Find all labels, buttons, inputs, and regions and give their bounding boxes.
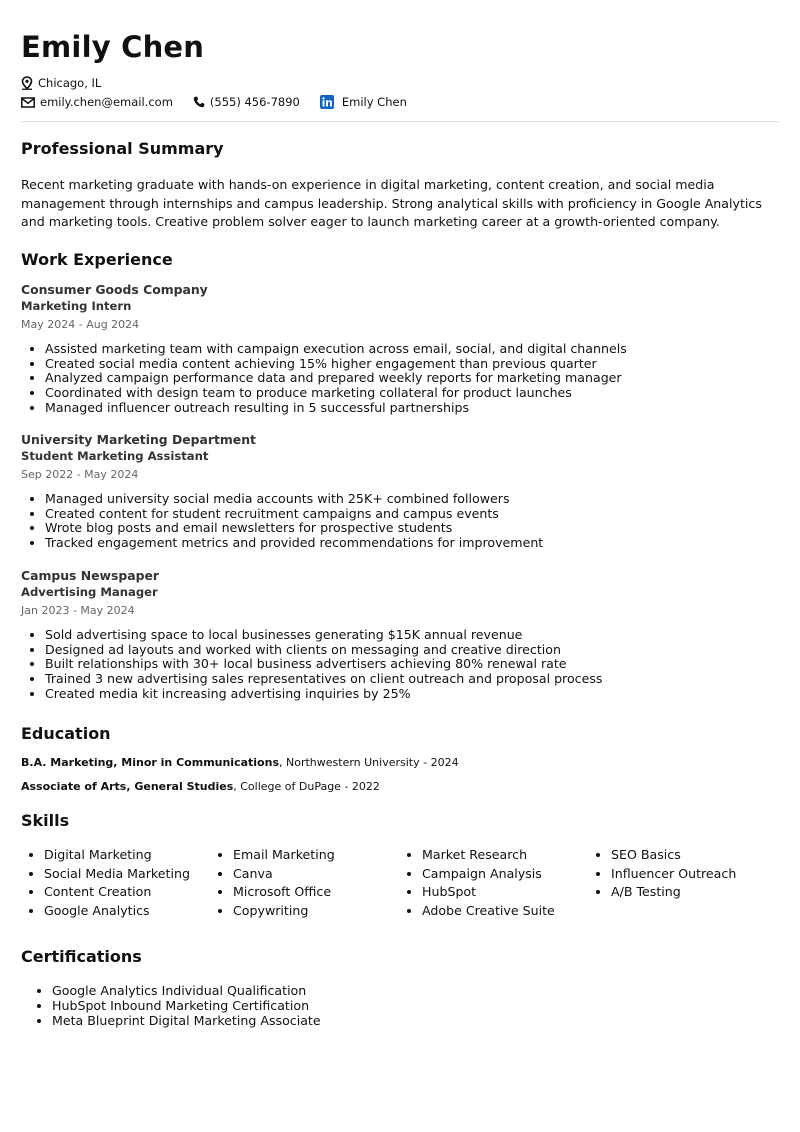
education-entry	[21, 780, 380, 793]
job-dates: Sep 2022 - May 2024	[21, 468, 139, 481]
job-dates: Jan 2023 - May 2024	[21, 604, 135, 617]
skill-item: • A/B Testing	[611, 883, 777, 902]
location-text: Chicago, IL	[38, 76, 102, 90]
list-item: • Managed influencer outreach resulting in 5 successful partnerships	[45, 401, 781, 416]
list-item: • Built relationships with 30+ local business advertisers achieving 80% renewal rate	[45, 657, 781, 672]
skill-item: • Campaign Analysis	[422, 865, 588, 884]
skills-column	[21, 846, 210, 921]
skill-item: • Canva	[233, 865, 399, 884]
list-item: • Wrote blog posts and email newsletters for prospective students	[45, 521, 781, 536]
list-item: • Created social media content achieving 15% higher engagement than previous quarter	[45, 357, 781, 372]
envelope-icon	[21, 97, 35, 108]
skill-item: • Digital Marketing	[44, 846, 210, 865]
job-role: Student Marketing Assistant	[21, 449, 209, 463]
skill-item: • Copywriting	[233, 902, 399, 921]
skills-column	[210, 846, 399, 921]
job-company: Consumer Goods Company	[21, 282, 208, 297]
list-item: • Designed ad layouts and worked with clients on messaging and creative direction	[45, 643, 781, 658]
education-detail: , College of DuPage - 2022	[233, 780, 380, 793]
skill-item: • SEO Basics	[611, 846, 777, 865]
contact-row-links	[21, 95, 427, 109]
map-pin-icon	[21, 76, 33, 90]
phone-icon	[193, 96, 205, 108]
job-entry	[21, 431, 781, 551]
location-item	[21, 76, 101, 90]
header-divider	[21, 121, 779, 122]
job-dates: May 2024 - Aug 2024	[21, 318, 140, 331]
education-degree: B.A. Marketing, Minor in Communications	[21, 756, 279, 769]
list-item: • Tracked engagement metrics and provided recommendations for improvement	[45, 536, 781, 551]
list-item: • Analyzed campaign performance data and prepared weekly reports for marketing manager	[45, 371, 781, 386]
skill-item: • Market Research	[422, 846, 588, 865]
skill-item: • Adobe Creative Suite	[422, 902, 588, 921]
list-item: • Coordinated with design team to produce marketing collateral for product launches	[45, 386, 781, 401]
linkedin-link[interactable]: Emily Chen	[341, 95, 407, 109]
summary-heading: Professional Summary	[21, 139, 224, 158]
certification-item: • Meta Blueprint Digital Marketing Associate	[52, 1013, 321, 1028]
skill-item: • Social Media Marketing	[44, 865, 210, 884]
job-role: Marketing Intern	[21, 299, 132, 313]
skills-column	[399, 846, 588, 921]
education-degree: Associate of Arts, General Studies	[21, 780, 234, 793]
list-item: • Created content for student recruitment campaigns and campus events	[45, 507, 781, 522]
education-detail: , Northwestern University - 2024	[279, 756, 459, 769]
skills-grid	[21, 846, 781, 921]
job-entry	[21, 281, 781, 416]
education-heading: Education	[21, 724, 111, 743]
job-bullets	[21, 628, 781, 702]
certification-item: • HubSpot Inbound Marketing Certification	[52, 998, 321, 1013]
list-item: • Managed university social media accounts with 25K+ combined followers	[45, 492, 781, 507]
list-item: • Trained 3 new advertising sales representatives on client outreach and proposal process	[45, 672, 781, 687]
job-bullets	[21, 492, 781, 551]
job-entry	[21, 567, 781, 702]
summary-text: Recent marketing graduate with hands-on experience in digital marketing, content creation, and social media management through internships and campus leadership. Strong analytical skills with proficiency in Google Analytics and marketing tools. Creative problem solver eager to launch marketing career at a growth-oriented company.	[21, 177, 762, 229]
linkedin-item[interactable]	[320, 95, 407, 109]
list-item: • Created media kit increasing advertising inquiries by 25%	[45, 687, 781, 702]
certifications-list	[21, 983, 321, 1028]
skill-item: • Google Analytics	[44, 902, 210, 921]
education-entry	[21, 756, 459, 769]
phone-item[interactable]	[193, 95, 300, 109]
list-item: • Sold advertising space to local businesses generating $15K annual revenue	[45, 628, 781, 643]
experience-heading: Work Experience	[21, 250, 173, 269]
job-company: Campus Newspaper	[21, 568, 159, 583]
certification-item: • Google Analytics Individual Qualification	[52, 983, 321, 998]
email-item[interactable]	[21, 95, 173, 109]
certifications-heading: Certifications	[21, 947, 142, 966]
skill-item: • Influencer Outreach	[611, 865, 777, 884]
skill-item: • HubSpot	[422, 883, 588, 902]
phone-text[interactable]: (555) 456-7890	[209, 95, 300, 109]
skill-item: • Content Creation	[44, 883, 210, 902]
skills-heading: Skills	[21, 811, 70, 830]
job-role: Advertising Manager	[21, 585, 158, 599]
linkedin-icon	[320, 95, 334, 109]
skills-column	[588, 846, 777, 921]
candidate-name: Emily Chen	[21, 30, 205, 64]
contact-row-location	[21, 76, 121, 90]
job-bullets	[21, 342, 781, 416]
job-company: University Marketing Department	[21, 432, 256, 447]
email-link[interactable]: emily.chen@email.com	[40, 95, 173, 109]
skill-item: • Microsoft Office	[233, 883, 399, 902]
list-item: • Assisted marketing team with campaign execution across email, social, and digital channels	[45, 342, 781, 357]
skill-item: • Email Marketing	[233, 846, 399, 865]
